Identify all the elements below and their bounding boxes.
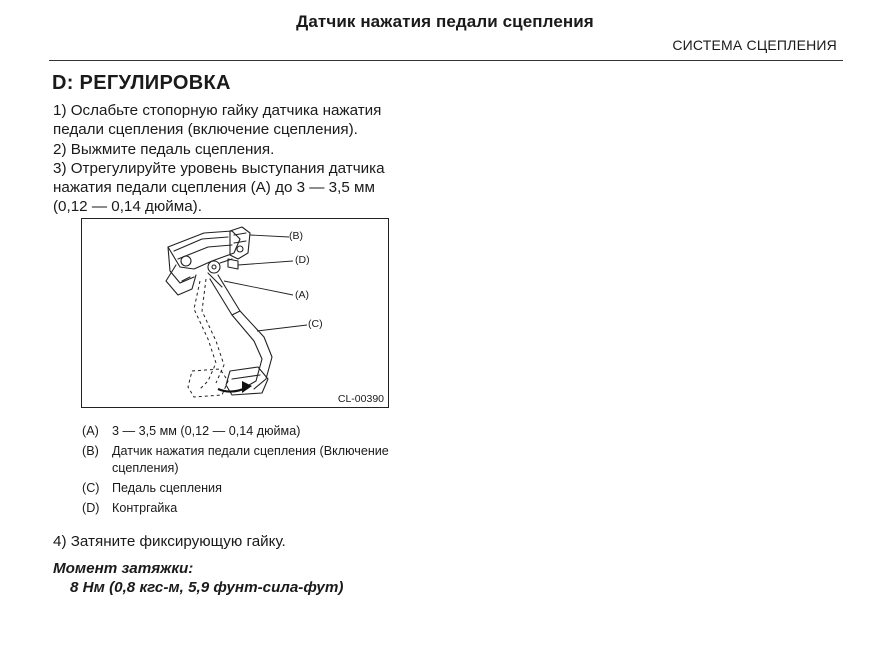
callout-b: (B) bbox=[289, 230, 303, 242]
legend-row-a bbox=[82, 423, 432, 440]
figure-code: CL-00390 bbox=[337, 393, 384, 405]
legend-key-a: (A) bbox=[82, 424, 99, 438]
callout-d: (D) bbox=[295, 254, 310, 266]
leader-c bbox=[257, 325, 307, 331]
figure-legend bbox=[82, 423, 432, 520]
legend-row-c bbox=[82, 480, 432, 497]
lock-nut bbox=[228, 259, 238, 269]
procedure-steps bbox=[53, 101, 385, 217]
pedal-bracket bbox=[168, 231, 240, 269]
step-3-line-2: нажатия педали сцепления (A) до 3 — 3,5 мм bbox=[53, 179, 375, 197]
arrowhead bbox=[242, 381, 252, 393]
step-3-line-3: (0,12 — 0,14 дюйма). bbox=[53, 198, 202, 216]
torque-label: Момент затяжки: bbox=[53, 560, 194, 577]
step-3-line-1: 3) Отрегулируйте уровень выступания датчика bbox=[53, 159, 385, 177]
legend-text-d: Контргайка bbox=[112, 501, 178, 515]
header-divider bbox=[49, 60, 843, 61]
torque-value: 8 Нм (0,8 кгс-м, 5,9 фунт-сила-фут) bbox=[70, 579, 344, 596]
legend-row-b bbox=[82, 443, 432, 477]
page-title: Датчик нажатия педали сцепления bbox=[296, 12, 594, 31]
step-1-line-1: 1) Ослабьте стопорную гайку датчика нажатия bbox=[53, 102, 382, 119]
clutch-pedal-arm bbox=[210, 279, 262, 389]
callout-a: (A) bbox=[295, 289, 309, 301]
legend-text-a: 3 — 3,5 мм (0,12 — 0,14 дюйма) bbox=[112, 424, 301, 438]
clutch-pedal-illustration bbox=[82, 219, 388, 407]
step-1-line-2: педали сцепления (включение сцепления). bbox=[53, 121, 358, 139]
step-2: 2) Выжмите педаль сцепления. bbox=[53, 140, 275, 158]
legend-key-b: (B) bbox=[82, 444, 99, 458]
section-label: СИСТЕМА СЦЕПЛЕНИЯ bbox=[672, 37, 837, 53]
legend-row-d bbox=[82, 500, 432, 517]
procedure-heading: D: РЕГУЛИРОВКА bbox=[52, 72, 231, 94]
legend-key-d: (D) bbox=[82, 501, 100, 515]
leader-d bbox=[238, 261, 293, 265]
callout-c: (C) bbox=[308, 318, 323, 330]
mount-block bbox=[166, 265, 196, 295]
leader-b bbox=[250, 235, 289, 237]
clutch-pedal-figure bbox=[81, 218, 389, 408]
legend-text-b: Датчик нажатия педали сцепления (Включение сцепления) bbox=[112, 444, 389, 475]
legend-text-c: Педаль сцепления bbox=[112, 481, 222, 495]
legend-key-c: (C) bbox=[82, 481, 100, 495]
leader-a bbox=[224, 281, 293, 295]
step-4: 4) Затяните фиксирующую гайку. bbox=[53, 533, 286, 550]
